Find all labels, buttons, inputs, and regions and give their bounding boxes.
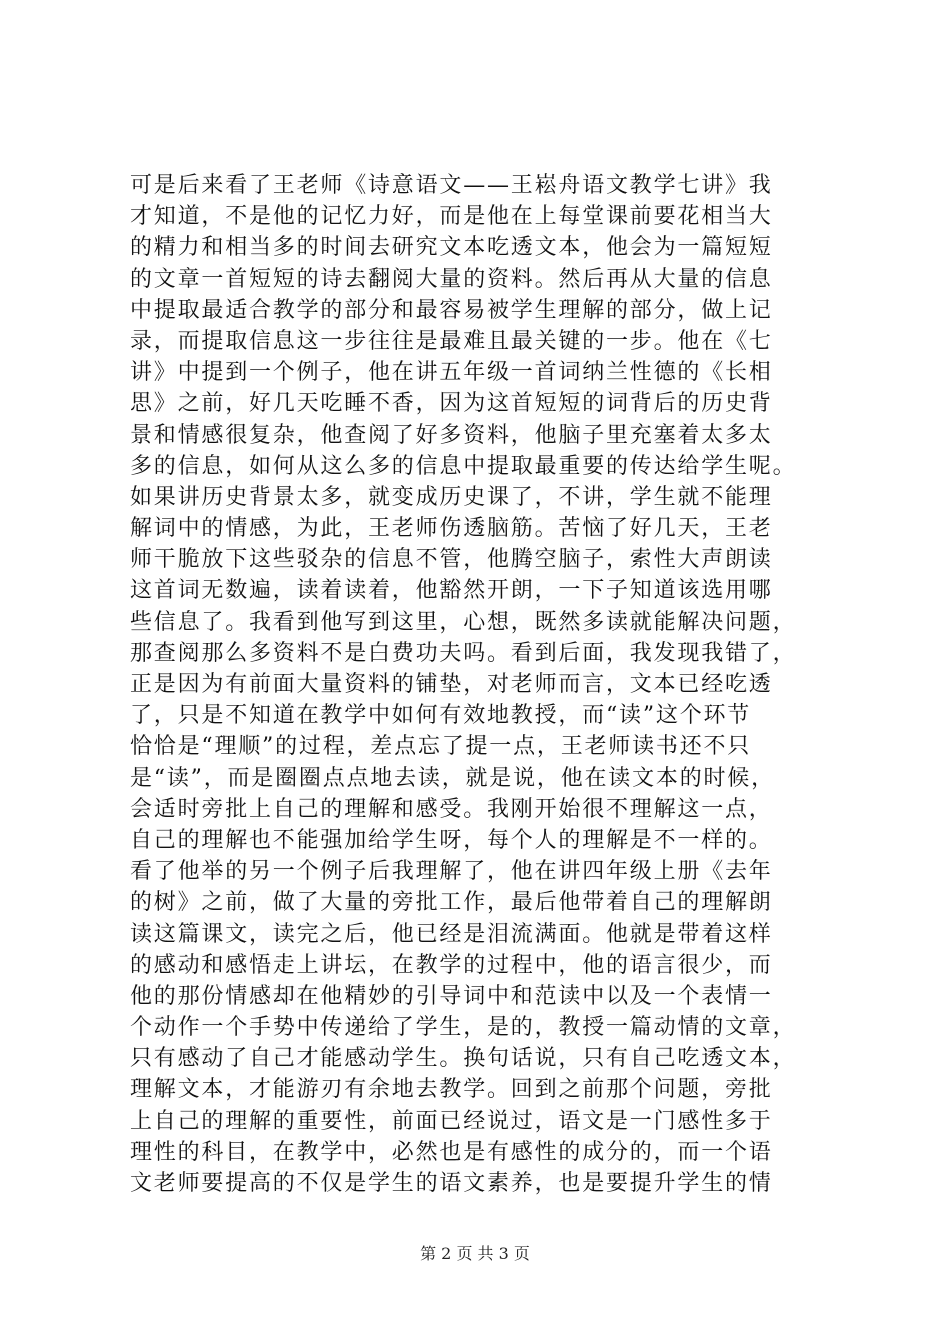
text-line: 正是因为有前面大量资料的铺垫，对老师而言，文本已经吃透: [130, 672, 773, 697]
text-line: 景和情感很复杂，他查阅了好多资料，他脑子里充塞着太多太: [130, 422, 773, 448]
text-line: 他的那份情感却在他精妙的引导词中和范读中以及一个表情一: [130, 983, 773, 1009]
text-line: 的文章一首短短的诗去翻阅大量的资料。然后再从大量的信息: [130, 266, 773, 292]
text-line: 如果讲历史背景太多，就变成历史课了，不讲，学生就不能理: [130, 484, 773, 510]
text-line: 些信息了。我看到他写到这里，心想，既然多读就能解决问题，: [130, 609, 797, 635]
text-line: 才知道，不是他的记忆力好，而是他在上每堂课前要花相当大: [130, 204, 773, 230]
text-line: 看了他举的另一个例子后我理解了，他在讲四年级上册《去年: [130, 859, 773, 885]
text-line: 理性的科目，在教学中，必然也是有感性的成分的，而一个语: [130, 1139, 773, 1165]
text-line: 师干脆放下这些驳杂的信息不管，他腾空脑子，索性大声朗读: [130, 547, 773, 573]
text-line: 理解文本，才能游刃有余地去教学。回到之前那个问题，旁批: [130, 1077, 773, 1103]
text-line: 了，只是不知道在教学中如何有效地教授，而“读”这个环节: [130, 703, 752, 729]
text-line: 可是后来看了王老师《诗意语文——王崧舟语文教学七讲》我: [130, 173, 773, 198]
text-line: 是“读”，而是圈圈点点地去读，就是说，他在读文本的时候，: [130, 765, 775, 791]
text-line: 个动作一个手势中传递给了学生，是的，教授一篇动情的文章，: [130, 1015, 797, 1041]
text-line: 录，而提取信息这一步往往是最难且最关键的一步。他在《七: [130, 328, 773, 354]
text-line: 那查阅那么多资料不是白费功夫吗。看到后面，我发现我错了，: [130, 640, 797, 666]
text-line: 文老师要提高的不仅是学生的语文素养，也是要提升学生的情: [130, 1171, 773, 1196]
body-text: [130, 170, 835, 1199]
text-line: 思》之前，好几天吃睡不香，因为这首短短的词背后的历史背: [130, 391, 773, 417]
text-line: 会适时旁批上自己的理解和感受。我刚开始很不理解这一点，: [130, 796, 773, 822]
text-line: 讲》中提到一个例子，他在讲五年级一首词纳兰性德的《长相: [130, 360, 773, 386]
text-line: 解词中的情感，为此，王老师伤透脑筋。苦恼了好几天，王老: [130, 516, 773, 542]
text-line: 这首词无数遍，读着读着，他豁然开朗，一下子知道该选用哪: [130, 578, 773, 604]
page-number-footer: 第 2 页 共 3 页: [420, 1244, 530, 1263]
text-line: 上自己的理解的重要性，前面已经说过，语文是一门感性多于: [130, 1108, 773, 1134]
text-line: 只有感动了自己才能感动学生。换句话说，只有自己吃透文本，: [130, 1046, 797, 1072]
text-line: 读这篇课文，读完之后，他已经是泪流满面。他就是带着这样: [130, 921, 773, 947]
text-line: 多的信息，如何从这么多的信息中提取最重要的传达给学生呢。: [130, 453, 797, 479]
text-line: 自己的理解也不能强加给学生呀，每个人的理解是不一样的。: [130, 827, 773, 853]
text-line: 的树》之前，做了大量的旁批工作，最后他带着自己的理解朗: [130, 890, 773, 916]
text-line: 中提取最适合教学的部分和最容易被学生理解的部分，做上记: [130, 297, 773, 323]
text-line: 的精力和相当多的时间去研究文本吃透文本，他会为一篇短短: [130, 235, 773, 261]
text-line: 恰恰是“理顺”的过程，差点忘了提一点，王老师读书还不只: [130, 734, 752, 760]
text-line: 的感动和感悟走上讲坛，在教学的过程中，他的语言很少，而: [130, 952, 773, 978]
